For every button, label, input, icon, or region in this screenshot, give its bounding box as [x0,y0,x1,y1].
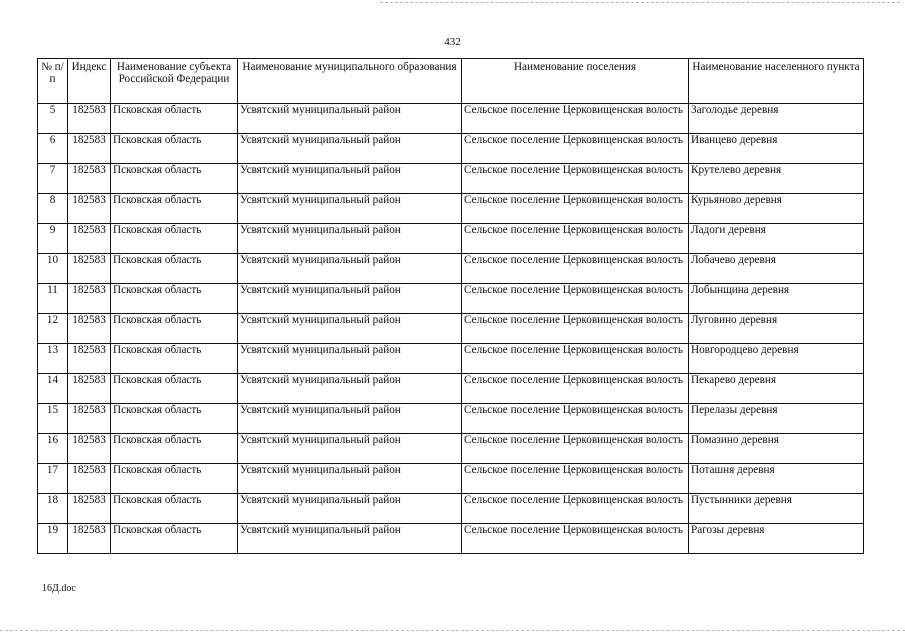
scan-edge-top [380,2,900,3]
cell-subject: Псковская область [111,464,238,494]
cell-locality: Помазино деревня [689,434,864,464]
cell-subject: Псковская область [111,104,238,134]
cell-index: 182583 [68,434,111,464]
cell-subject: Псковская область [111,374,238,404]
cell-settlement: Сельское поселение Церковищенская волость [462,434,689,464]
cell-num: 8 [38,194,68,224]
cell-municipality: Усвятский муниципальный район [238,104,462,134]
cell-municipality: Усвятский муниципальный район [238,284,462,314]
cell-num: 12 [38,314,68,344]
table-row [38,224,864,254]
cell-municipality: Усвятский муниципальный район [238,524,462,554]
cell-index: 182583 [68,494,111,524]
cell-subject: Псковская область [111,164,238,194]
cell-index: 182583 [68,104,111,134]
cell-locality: Курьяново деревня [689,194,864,224]
cell-settlement: Сельское поселение Церковищенская волость [462,314,689,344]
cell-locality: Крутелево деревня [689,164,864,194]
cell-index: 182583 [68,224,111,254]
cell-municipality: Усвятский муниципальный район [238,464,462,494]
table-row [38,434,864,464]
cell-num: 16 [38,434,68,464]
cell-index: 182583 [68,344,111,374]
cell-index: 182583 [68,164,111,194]
cell-municipality: Усвятский муниципальный район [238,374,462,404]
cell-settlement: Сельское поселение Церковищенская волость [462,134,689,164]
cell-num: 15 [38,404,68,434]
table-row [38,254,864,284]
table-row [38,104,864,134]
cell-subject: Псковская область [111,134,238,164]
cell-settlement: Сельское поселение Церковищенская волость [462,374,689,404]
cell-num: 13 [38,344,68,374]
cell-index: 182583 [68,404,111,434]
cell-subject: Псковская область [111,284,238,314]
header-municipality: Наименование муниципального образования [238,59,462,104]
table-row [38,164,864,194]
cell-index: 182583 [68,314,111,344]
cell-settlement: Сельское поселение Церковищенская волость [462,344,689,374]
cell-subject: Псковская область [111,314,238,344]
cell-subject: Псковская область [111,434,238,464]
cell-locality: Новгородцево деревня [689,344,864,374]
cell-settlement: Сельское поселение Церковищенская волость [462,164,689,194]
cell-municipality: Усвятский муниципальный район [238,194,462,224]
cell-num: 7 [38,164,68,194]
settlements-table [37,58,864,554]
cell-index: 182583 [68,524,111,554]
cell-index: 182583 [68,134,111,164]
cell-subject: Псковская область [111,224,238,254]
cell-settlement: Сельское поселение Церковищенская волость [462,464,689,494]
cell-index: 182583 [68,464,111,494]
cell-municipality: Усвятский муниципальный район [238,434,462,464]
table-row [38,194,864,224]
cell-municipality: Усвятский муниципальный район [238,494,462,524]
table-row [38,494,864,524]
cell-municipality: Усвятский муниципальный район [238,164,462,194]
cell-index: 182583 [68,284,111,314]
cell-settlement: Сельское поселение Церковищенская волость [462,494,689,524]
cell-num: 19 [38,524,68,554]
table-row [38,464,864,494]
page-number: 432 [444,36,461,48]
cell-subject: Псковская область [111,494,238,524]
cell-settlement: Сельское поселение Церковищенская волость [462,194,689,224]
cell-municipality: Усвятский муниципальный район [238,254,462,284]
cell-locality: Лобынщина деревня [689,284,864,314]
cell-settlement: Сельское поселение Церковищенская волость [462,254,689,284]
table-row [38,284,864,314]
header-num: № п/п [38,59,68,104]
cell-municipality: Усвятский муниципальный район [238,224,462,254]
cell-num: 5 [38,104,68,134]
table-row [38,134,864,164]
cell-num: 11 [38,284,68,314]
cell-index: 182583 [68,254,111,284]
header-settlement: Наименование поселения [462,59,689,104]
cell-settlement: Сельское поселение Церковищенская волость [462,224,689,254]
header-index: Индекс [68,59,111,104]
cell-subject: Псковская область [111,254,238,284]
cell-locality: Пустынники деревня [689,494,864,524]
cell-index: 182583 [68,194,111,224]
cell-num: 17 [38,464,68,494]
table-row [38,404,864,434]
cell-locality: Рагозы деревня [689,524,864,554]
header-subject: Наименование субъекта Российской Федерации [111,59,238,104]
cell-municipality: Усвятский муниципальный район [238,344,462,374]
cell-locality: Луговино деревня [689,314,864,344]
cell-locality: Поташня деревня [689,464,864,494]
cell-num: 9 [38,224,68,254]
table-row [38,314,864,344]
table-row [38,524,864,554]
table-header-row [38,59,864,104]
table-row [38,374,864,404]
cell-locality: Ладоги деревня [689,224,864,254]
cell-settlement: Сельское поселение Церковищенская волость [462,404,689,434]
cell-subject: Псковская область [111,344,238,374]
cell-num: 14 [38,374,68,404]
cell-municipality: Усвятский муниципальный район [238,134,462,164]
cell-settlement: Сельское поселение Церковищенская волость [462,524,689,554]
header-locality: Наименование населенного пункта [689,59,864,104]
cell-municipality: Усвятский муниципальный район [238,314,462,344]
footer-filename: 16Д.doc [42,583,76,594]
cell-subject: Псковская область [111,194,238,224]
cell-subject: Псковская область [111,404,238,434]
cell-locality: Лобачево деревня [689,254,864,284]
cell-locality: Иванцево деревня [689,134,864,164]
cell-locality: Перелазы деревня [689,404,864,434]
cell-locality: Пекарево деревня [689,374,864,404]
cell-num: 10 [38,254,68,284]
table-row [38,344,864,374]
cell-settlement: Сельское поселение Церковищенская волость [462,104,689,134]
scan-edge-bottom [0,630,905,631]
cell-municipality: Усвятский муниципальный район [238,404,462,434]
cell-subject: Псковская область [111,524,238,554]
cell-locality: Заголодье деревня [689,104,864,134]
cell-num: 18 [38,494,68,524]
cell-num: 6 [38,134,68,164]
cell-settlement: Сельское поселение Церковищенская волость [462,284,689,314]
cell-index: 182583 [68,374,111,404]
